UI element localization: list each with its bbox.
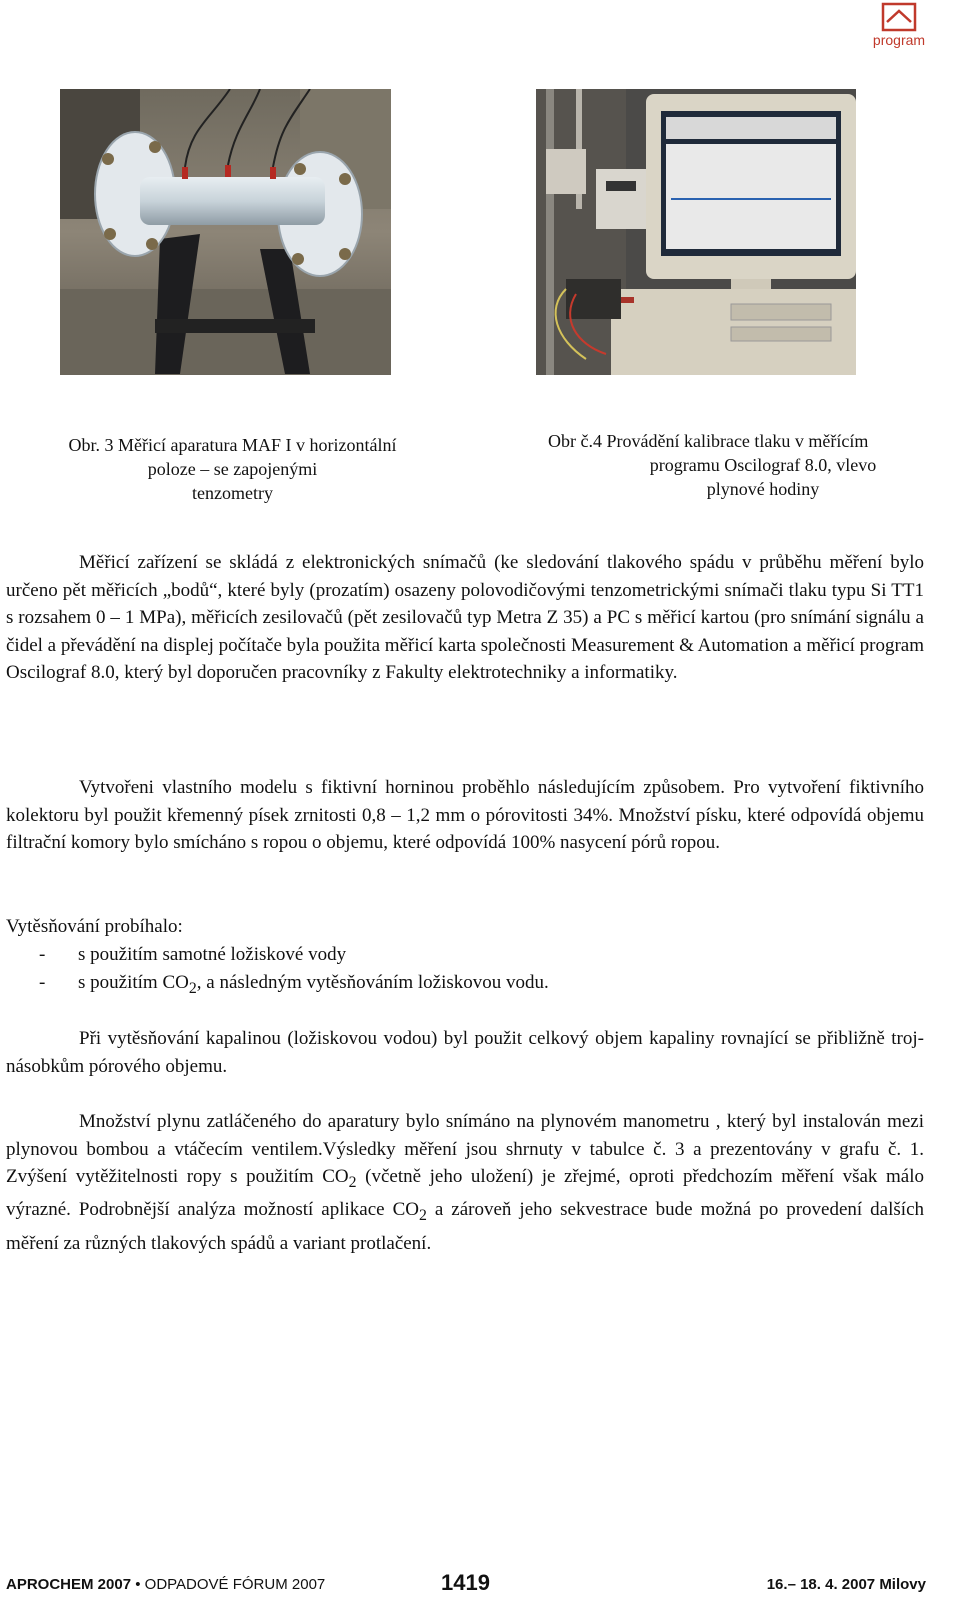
displacement-list	[6, 941, 924, 1002]
caption-line: Obr č.4 Provádění kalibrace tlaku v měřícím	[548, 431, 869, 451]
paragraph-gas-results	[6, 1108, 924, 1257]
caption-line: tenzometry	[192, 483, 273, 503]
page-footer	[6, 1570, 926, 1600]
list-dash: -	[39, 944, 46, 965]
list-item	[6, 941, 924, 969]
caption-line: Obr. 3 Měřicí aparatura MAF I v horizontální	[68, 435, 397, 455]
photo-measuring-apparatus	[60, 89, 391, 375]
figure-3-caption	[40, 433, 425, 505]
paragraph-model-creation: Vytvořeni vlastního modelu s fiktivní horninou proběhlo následujícím způsobem. Pro vytvoření fiktivního kolektoru byl použit křemenný písek zrnitosti 0,8 – 1,2 mm o pórovitosti 34%. Množství písku, které odpovídá objemu filtrační komory bylo smícháno s ropou o objemu, které odpovídá 100% nasycení pórů ropou.	[6, 777, 924, 853]
subscript: 2	[418, 1207, 427, 1225]
caption-line: poloze – se zapojenými	[147, 459, 318, 479]
paragraph-displacement-intro: Vytěsňování probíhalo:	[6, 916, 183, 937]
list-dash: -	[39, 971, 46, 993]
caption-line: plynové hodiny	[706, 479, 820, 499]
footer-conference	[6, 1576, 325, 1593]
logo-text: program	[872, 32, 926, 48]
program-logo-icon	[881, 2, 917, 32]
list-item-text: s použitím samotné ložiskové vody	[78, 944, 347, 965]
list-item-text: , a následným vytěsňováním ložiskovou vodu.	[196, 971, 549, 993]
text-run: Množství plynu zatláčeného do aparatury bylo snímáno na plynovém manometru , který byl instalován mezi plynovou bombou a vtáčecím ventilem.Výsledky měření jsou shrnuty v tabulce č. 3 a prezentovány v grafu č. 1. Zvýšení vytěžitelnosti ropy s použitím CO	[6, 1111, 924, 1187]
paragraph-measuring-device: Měřicí zařízení se skládá z elektronických snímačů (ke sledování tlakového spádu v průběhu měření bylo určeno pět měřicích „bodů“, které byly (prozatím) osazeny polovodičovými tenzometrickými snímači tlaku typu Si TT1 s rozsahem 0 – 1 MPa), měřicích zesilovačů (pět zesilovačů typ Metra Z 35) a PC s měřicí kartou (pro snímání signálu a čidel a převádění na displej počítače byla použita měřicí karta společnosti Measurement & Automation a měřicí program Oscilograf 8.0, který byl doporučen pracovníky z Fakulty elektrotechniky a informatiky.	[6, 552, 925, 683]
footer-forum: ODPADOVÉ FÓRUM 2007	[144, 1576, 326, 1593]
paragraph-liquid-volume: Při vytěsňování kapalinou (ložiskovou vodou) byl použit celkový objem kapaliny rovnající se přibližně troj-násobkům pórového objemu.	[6, 1028, 924, 1077]
subscript: 2	[188, 979, 197, 997]
footer-conference-name: APROCHEM 2007	[6, 1576, 132, 1593]
footer-date-place: 16.– 18. 4. 2007 Milovy	[766, 1576, 926, 1593]
list-item	[6, 969, 924, 1002]
program-logo	[868, 2, 930, 58]
photo-pc-calibration	[536, 89, 856, 375]
text-run: a zároveň jeho sekvestrace bude možná po provedení dalších měření za různých tlakových spádů a variant protlačení.	[6, 1199, 924, 1254]
page-number: 1419	[441, 1570, 490, 1595]
figure-4-caption	[548, 429, 938, 501]
caption-line: programu Oscilograf 8.0, vlevo	[649, 455, 877, 475]
text-run: (včetně jeho uložení) je zřejmé, oproti předchozím měření však málo výrazné. Podrobnější analýza možností aplikace CO	[6, 1166, 924, 1221]
subscript: 2	[348, 1173, 357, 1191]
footer-separator: •	[135, 1576, 141, 1593]
list-item-text: s použitím CO	[78, 971, 189, 993]
